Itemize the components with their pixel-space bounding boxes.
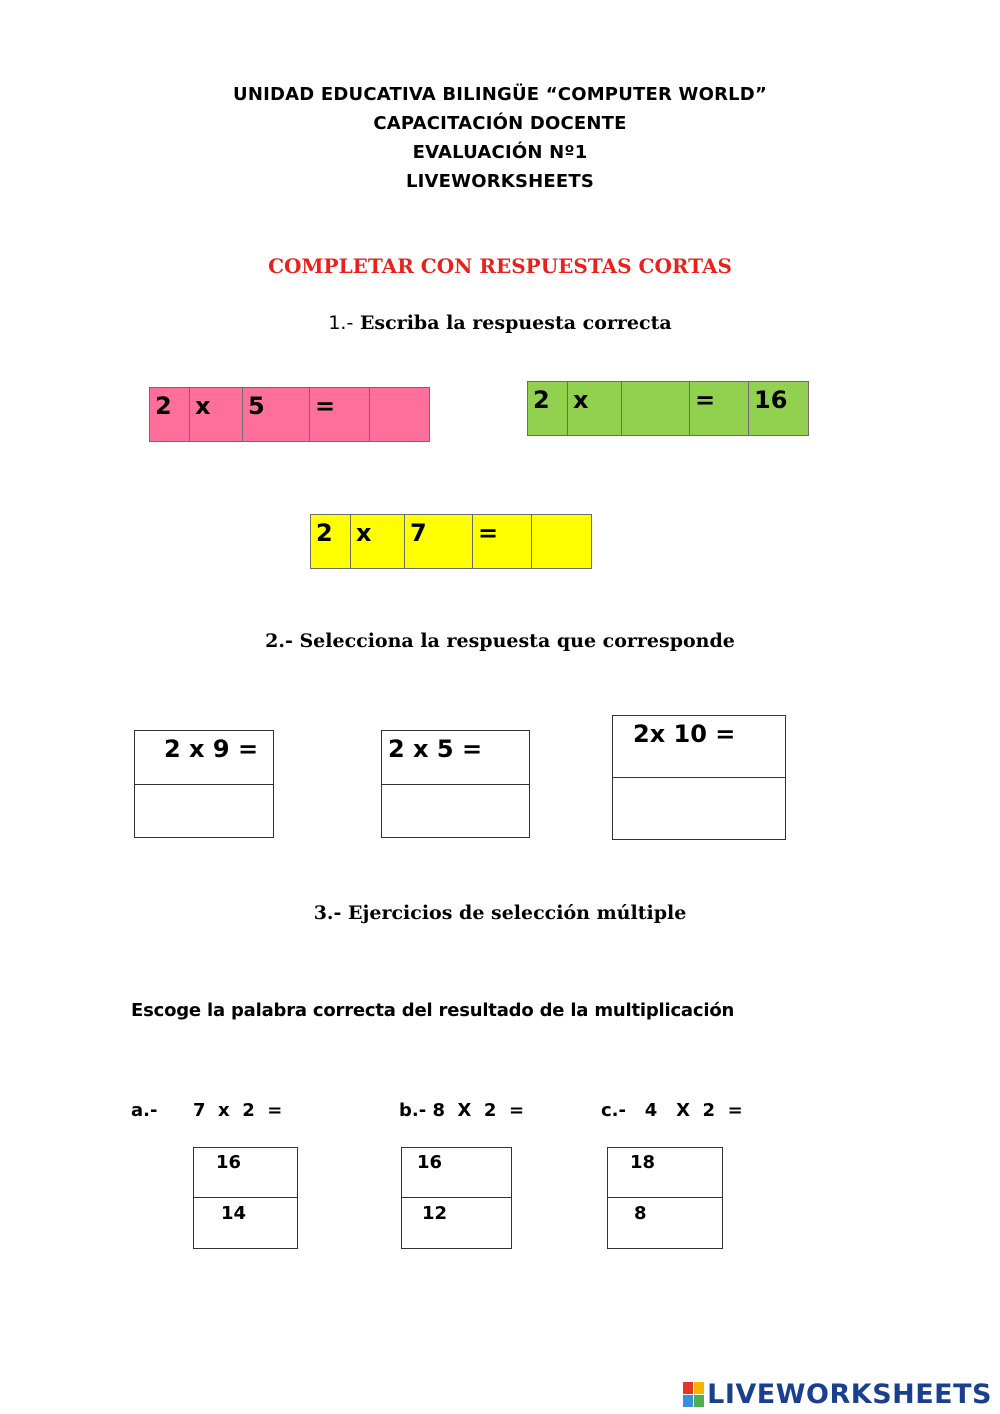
eq-green-answer-input[interactable] (622, 382, 690, 436)
eq-green-operator: x (568, 382, 622, 436)
q3-a-options (193, 1147, 298, 1249)
equation-green (527, 381, 809, 436)
eq-yellow-operand-b: 7 (405, 515, 473, 569)
q3-a-expression: 7 x 2 = (193, 1100, 283, 1121)
q2-box-3-question: 2x 10 = (613, 716, 785, 778)
logo-text: LIVEWORKSHEETS (707, 1378, 992, 1410)
eq-pink-answer-input[interactable] (370, 388, 430, 442)
q2-box-1 (134, 730, 274, 838)
header-subtitle: CAPACITACIÓN DOCENTE (373, 113, 627, 134)
q2-box-3-answer-dropdown[interactable] (613, 778, 785, 839)
q3-b-label: b.- 8 X 2 = (399, 1100, 525, 1121)
eq-green-operand-a: 2 (528, 382, 568, 436)
q3-a-option-2[interactable]: 14 (221, 1203, 247, 1224)
q1-title: Escriba la respuesta correcta (359, 312, 672, 334)
liveworksheets-logo-icon (683, 1382, 704, 1407)
q2-title: 2.- Selecciona la respuesta que corresponde (265, 630, 735, 652)
eq-green-equals: = (690, 382, 749, 436)
eq-pink-operand-a: 2 (150, 388, 190, 442)
q2-box-1-answer-dropdown[interactable] (135, 785, 273, 837)
header-platform: LIVEWORKSHEETS (405, 171, 595, 192)
school-name: UNIDAD EDUCATIVA BILINGÜE “COMPUTER WORLD” (233, 84, 767, 105)
q3-c-option-2[interactable]: 8 (634, 1203, 647, 1224)
q3-c-options (607, 1147, 723, 1249)
q3-a-label: a.- (131, 1100, 158, 1121)
q3-b-options (401, 1147, 512, 1249)
header-evaluation: EVALUACIÓN Nº1 (412, 142, 588, 163)
q3-b-option-1[interactable]: 16 (402, 1148, 511, 1198)
section-title: COMPLETAR CON RESPUESTAS CORTAS (268, 254, 732, 278)
q3-title: 3.- Ejercicios de selección múltiple (313, 902, 687, 924)
q3-c-label: c.- 4 X 2 = (601, 1100, 743, 1121)
q2-box-1-question: 2 x 9 = (135, 731, 273, 785)
q3-c-option-1[interactable]: 18 (608, 1148, 722, 1198)
equation-pink (149, 387, 430, 442)
q3-b-option-2[interactable]: 12 (422, 1203, 448, 1224)
q3-instruction: Escoge la palabra correcta del resultado de la multiplicación (131, 1000, 735, 1021)
q2-box-2 (381, 730, 530, 838)
eq-yellow-operand-a: 2 (311, 515, 351, 569)
q1-number: 1.- (328, 312, 354, 334)
q2-box-2-answer-dropdown[interactable] (382, 785, 529, 837)
eq-pink-equals: = (310, 388, 370, 442)
eq-yellow-equals: = (473, 515, 532, 569)
liveworksheets-logo (683, 1374, 992, 1414)
eq-yellow-answer-input[interactable] (532, 515, 592, 569)
eq-pink-operator: x (190, 388, 243, 442)
q2-box-2-question: 2 x 5 = (382, 731, 529, 785)
eq-green-result: 16 (749, 382, 809, 436)
eq-yellow-operator: x (351, 515, 405, 569)
equation-yellow (310, 514, 592, 569)
eq-pink-operand-b: 5 (243, 388, 310, 442)
q1-heading (0, 312, 1000, 334)
q3-a-option-1[interactable]: 16 (194, 1148, 297, 1198)
q2-box-3 (612, 715, 786, 840)
